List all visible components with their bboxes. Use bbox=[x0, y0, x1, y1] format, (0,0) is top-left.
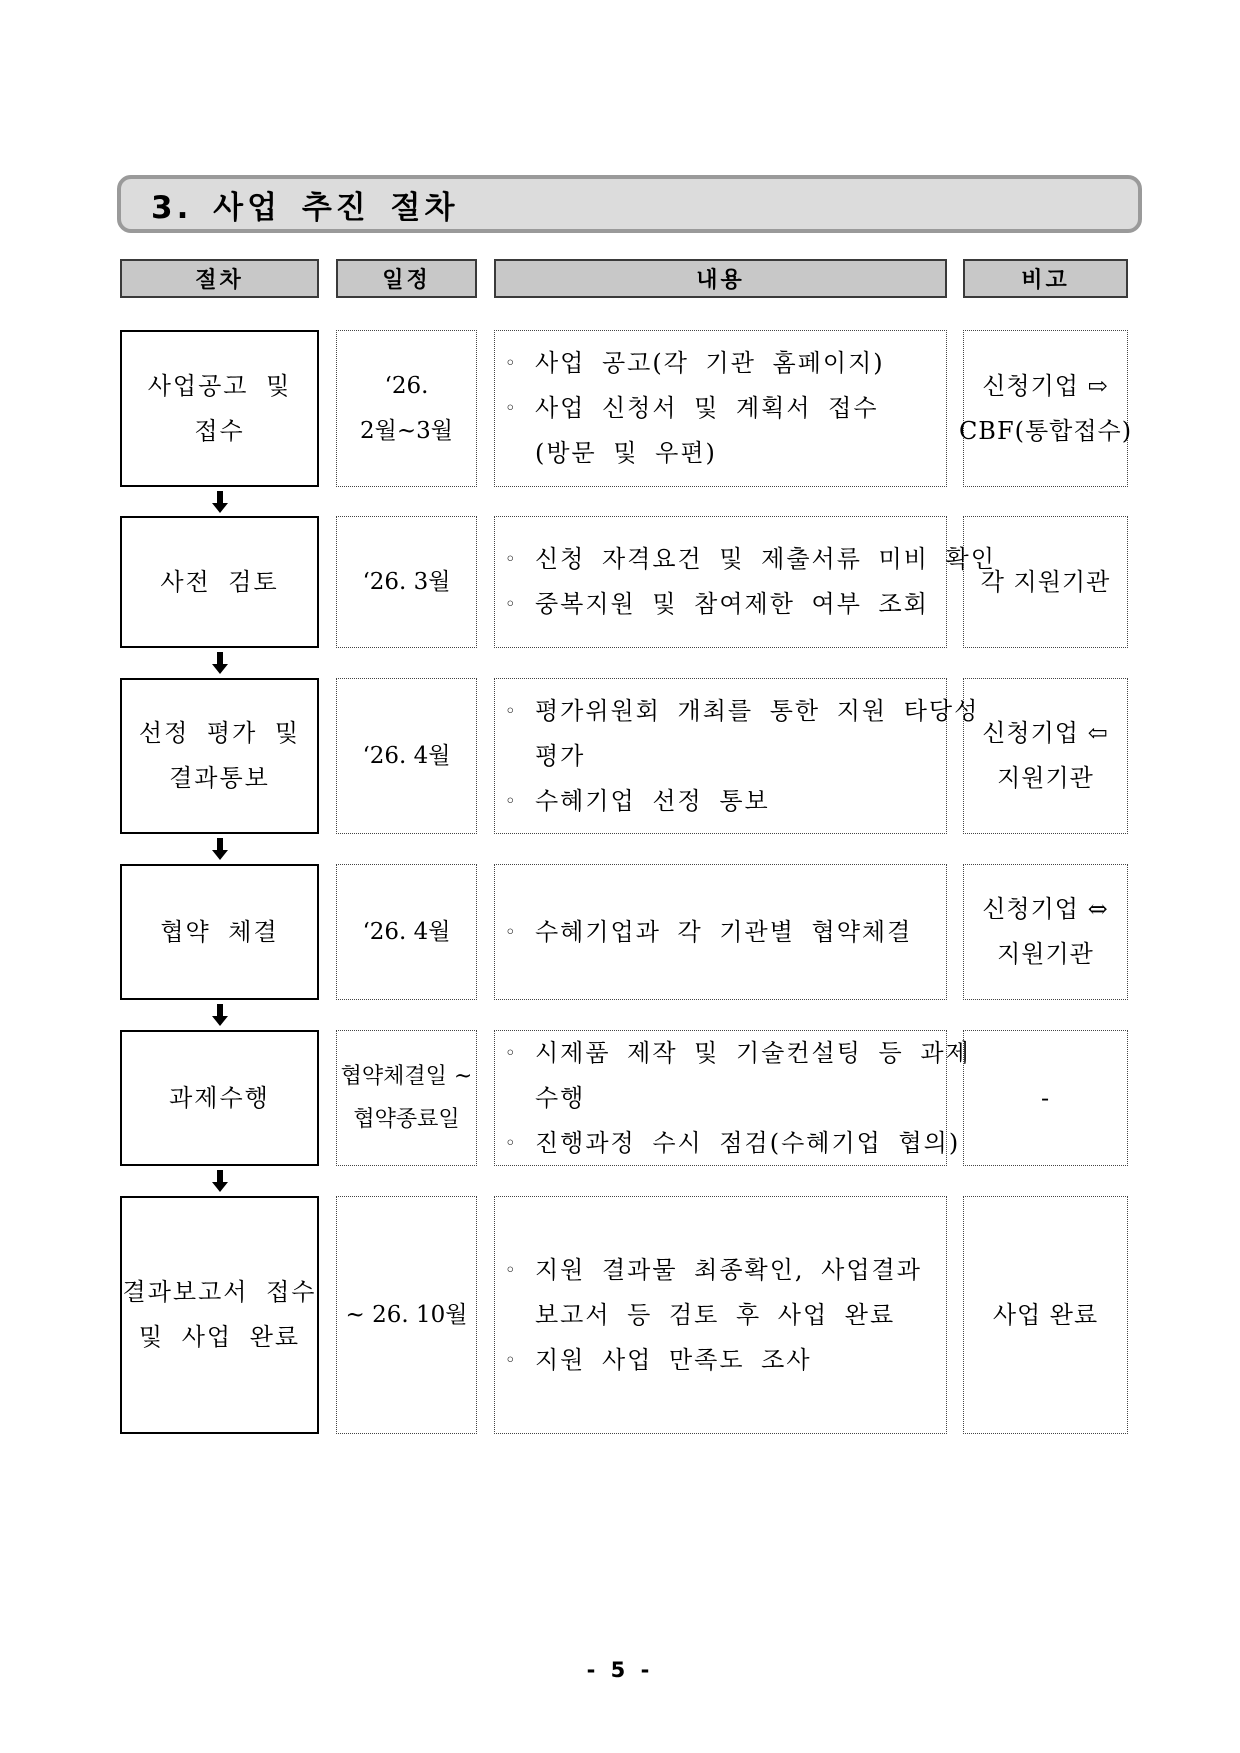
note-text: CBF(통합접수) bbox=[958, 416, 1133, 445]
content-item-text: 신청 자격요건 및 제출서류 미비 확인 bbox=[535, 545, 996, 573]
note-cell bbox=[963, 678, 1128, 834]
note-cell bbox=[963, 1030, 1128, 1166]
note-text: - bbox=[1040, 1083, 1051, 1112]
content-item-continuation: 수행 bbox=[535, 1083, 586, 1112]
bullet-icon: ◦ bbox=[505, 549, 518, 570]
bullet-icon: ◦ bbox=[505, 353, 518, 374]
header-note: 비고 bbox=[963, 259, 1128, 298]
schedule-cell bbox=[336, 330, 477, 487]
schedule-cell bbox=[336, 678, 477, 834]
step-text: 협약 체결 bbox=[160, 917, 279, 946]
step-cell bbox=[120, 516, 319, 648]
note-text: 신청기업 ⇔ bbox=[982, 895, 1109, 923]
content-item-text: 진행과정 수시 점검(수혜기업 협의) bbox=[535, 1128, 961, 1157]
bullet-icon: ◦ bbox=[505, 921, 518, 943]
note-text: 각 지원기관 bbox=[980, 567, 1111, 596]
note-text: 지원기관 bbox=[997, 940, 1094, 968]
schedule-text: ‘26. 3월 bbox=[362, 568, 451, 595]
content-item bbox=[505, 341, 885, 386]
content-item-text: 중복지원 및 참여제한 여부 조회 bbox=[535, 590, 929, 618]
step-text: 결과통보 bbox=[169, 764, 270, 792]
content-item-text: 사업 공고(각 기관 홈페이지) bbox=[535, 349, 885, 377]
header-content: 내용 bbox=[494, 259, 947, 298]
content-item bbox=[505, 779, 770, 824]
down-arrow-icon bbox=[212, 1004, 228, 1026]
content-cell bbox=[494, 1196, 947, 1434]
content-item-continuation: (방문 및 우편) bbox=[535, 439, 717, 467]
bullet-icon: ◦ bbox=[505, 790, 518, 812]
bullet-icon: ◦ bbox=[505, 1132, 518, 1154]
content-item bbox=[505, 689, 979, 734]
schedule-text: ‘26. 4월 bbox=[362, 742, 451, 769]
bullet-icon: ◦ bbox=[505, 1042, 518, 1064]
step-cell bbox=[120, 678, 319, 834]
note-text: 사업 완료 bbox=[992, 1300, 1099, 1329]
bullet-icon: ◦ bbox=[505, 1349, 518, 1371]
step-cell bbox=[120, 1196, 319, 1434]
content-item bbox=[505, 582, 929, 627]
content-item-text: 수혜기업과 각 기관별 협약체결 bbox=[535, 917, 913, 946]
content-item bbox=[505, 537, 996, 582]
step-cell bbox=[120, 864, 319, 1000]
page-number: - 5 - bbox=[586, 1658, 654, 1682]
schedule-text: ~ 26. 10월 bbox=[345, 1301, 468, 1328]
step-text: 및 사업 완료 bbox=[138, 1323, 301, 1351]
step-text: 과제수행 bbox=[169, 1083, 270, 1112]
bullet-icon: ◦ bbox=[505, 594, 518, 615]
step-cell bbox=[120, 1030, 319, 1166]
content-item-continuation: 보고서 등 검토 후 사업 완료 bbox=[535, 1300, 896, 1329]
content-item-text: 지원 결과물 최종확인, 사업결과 bbox=[535, 1255, 922, 1284]
content-cell bbox=[494, 330, 947, 487]
content-cell bbox=[494, 516, 996, 648]
content-item-text: 지원 사업 만족도 조사 bbox=[535, 1345, 812, 1374]
step-text: 사전 검토 bbox=[160, 567, 279, 596]
content-cell bbox=[494, 1030, 971, 1166]
step-text: 결과보고서 접수 bbox=[122, 1278, 317, 1306]
content-item-text: 수혜기업 선정 통보 bbox=[535, 786, 770, 815]
content-cell bbox=[494, 864, 947, 1000]
down-arrow-icon bbox=[212, 1170, 228, 1192]
content-item bbox=[505, 1121, 960, 1166]
bullet-icon: ◦ bbox=[505, 700, 518, 722]
schedule-text: 협약종료일 bbox=[353, 1107, 460, 1132]
schedule-text: ‘26. bbox=[384, 372, 429, 399]
down-arrow-icon bbox=[212, 652, 228, 674]
content-item bbox=[505, 1248, 922, 1293]
content-item-text: 평가위원회 개최를 통한 지원 타당성 bbox=[535, 696, 980, 725]
schedule-text: 협약체결일 ~ bbox=[340, 1064, 473, 1089]
schedule-cell bbox=[336, 1196, 477, 1434]
note-cell bbox=[963, 864, 1128, 1000]
down-arrow-icon bbox=[212, 838, 228, 860]
content-item bbox=[505, 1031, 971, 1076]
content-cell bbox=[494, 678, 980, 834]
step-text: 접수 bbox=[194, 416, 245, 445]
content-item bbox=[505, 910, 912, 955]
step-text: 선정 평가 및 bbox=[138, 719, 301, 747]
schedule-cell bbox=[336, 516, 477, 648]
schedule-text: 2월~3월 bbox=[360, 417, 453, 444]
note-cell bbox=[963, 1196, 1128, 1434]
content-item bbox=[505, 1338, 812, 1383]
bullet-icon: ◦ bbox=[505, 398, 518, 419]
note-text: 신청기업 ⇦ bbox=[982, 719, 1109, 747]
note-text: 지원기관 bbox=[997, 764, 1094, 792]
content-item-text: 사업 신청서 및 계획서 접수 bbox=[535, 394, 879, 422]
section-title: 3. 사업 추진 절차 bbox=[117, 175, 1142, 233]
header-step: 절차 bbox=[120, 259, 319, 298]
content-item bbox=[505, 386, 879, 431]
schedule-cell bbox=[336, 864, 477, 1000]
step-text: 사업공고 및 bbox=[147, 371, 292, 400]
note-text: 신청기업 ⇨ bbox=[982, 371, 1109, 400]
schedule-text: ‘26. 4월 bbox=[362, 918, 451, 945]
content-item-continuation: 평가 bbox=[535, 741, 586, 770]
note-cell bbox=[958, 330, 1133, 487]
step-cell bbox=[120, 330, 319, 487]
note-cell bbox=[963, 516, 1128, 648]
content-item-text: 시제품 제작 및 기술컨설팅 등 과제 bbox=[535, 1038, 971, 1067]
bullet-icon: ◦ bbox=[505, 1259, 518, 1281]
header-schedule: 일정 bbox=[336, 259, 477, 298]
down-arrow-icon bbox=[212, 491, 228, 513]
schedule-cell bbox=[336, 1030, 477, 1166]
